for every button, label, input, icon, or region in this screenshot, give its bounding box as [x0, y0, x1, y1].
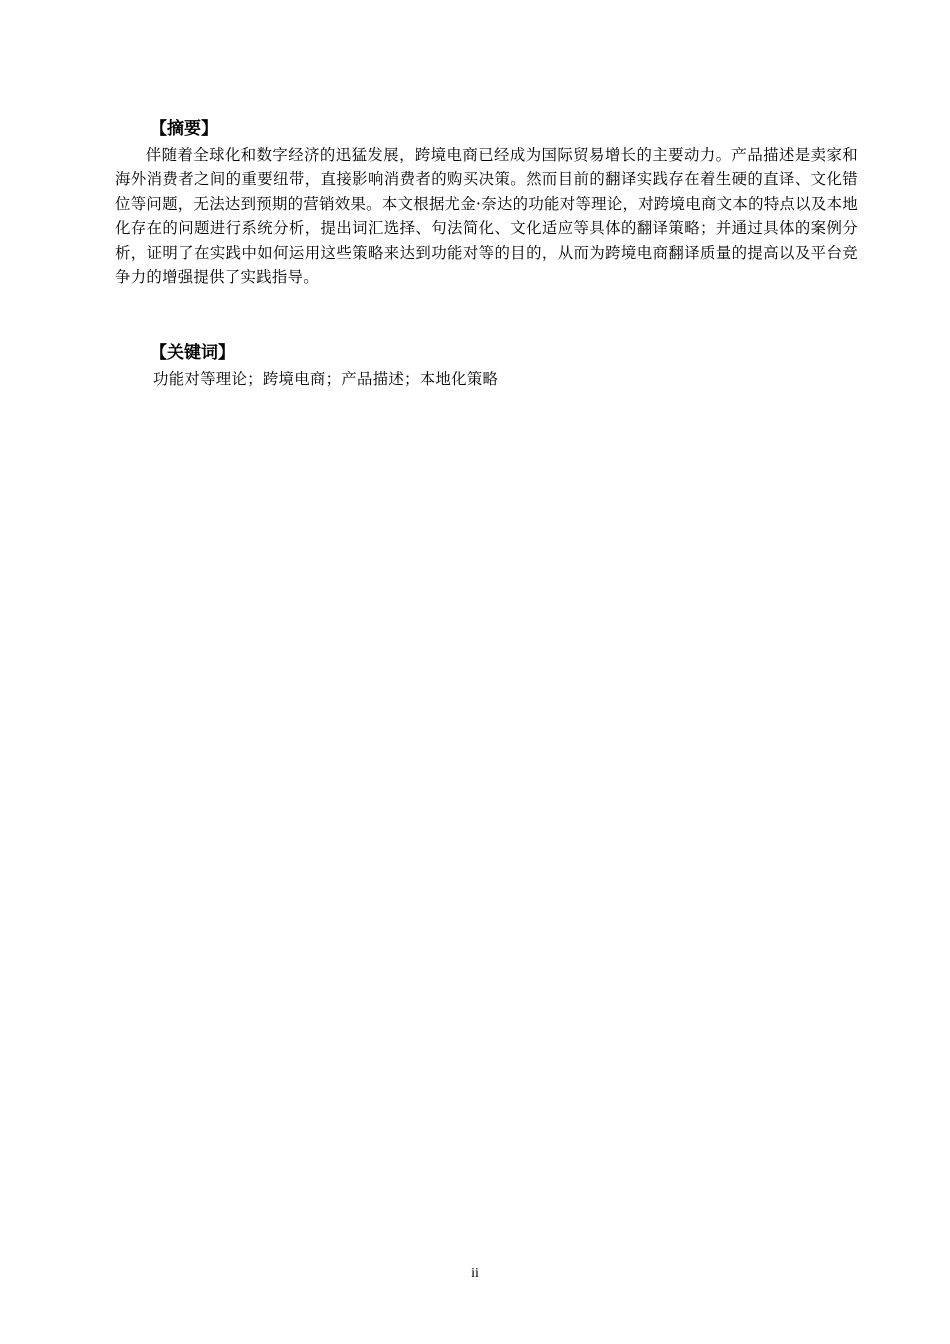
keywords-heading: 【关键词】: [150, 343, 235, 363]
abstract-paragraph: 伴随着全球化和数字经济的迅猛发展，跨境电商已经成为国际贸易增长的主要动力。产品描述是卖家和海外消费者之间的重要纽带，直接影响消费者的购买决策。然而目前的翻译实践存在着生硬的直译、文化错位等问题，无法达到预期的营销效果。本文根据尤金·奈达的功能对等理论，对跨境电商文本的特点以及本地化存在的问题进行系统分析，提出词汇选择、句法简化、文化适应等具体的翻译策略；并通过具体的案例分析，证明了在实践中如何运用这些策略来达到功能对等的目的，从而为跨境电商翻译质量的提高以及平台竞争力的增强提供了实践指导。: [115, 146, 858, 287]
keywords-list: 功能对等理论；跨境电商；产品描述；本地化策略: [153, 370, 499, 388]
page-number: ii: [471, 1266, 479, 1281]
abstract-heading: 【摘要】: [150, 119, 218, 139]
